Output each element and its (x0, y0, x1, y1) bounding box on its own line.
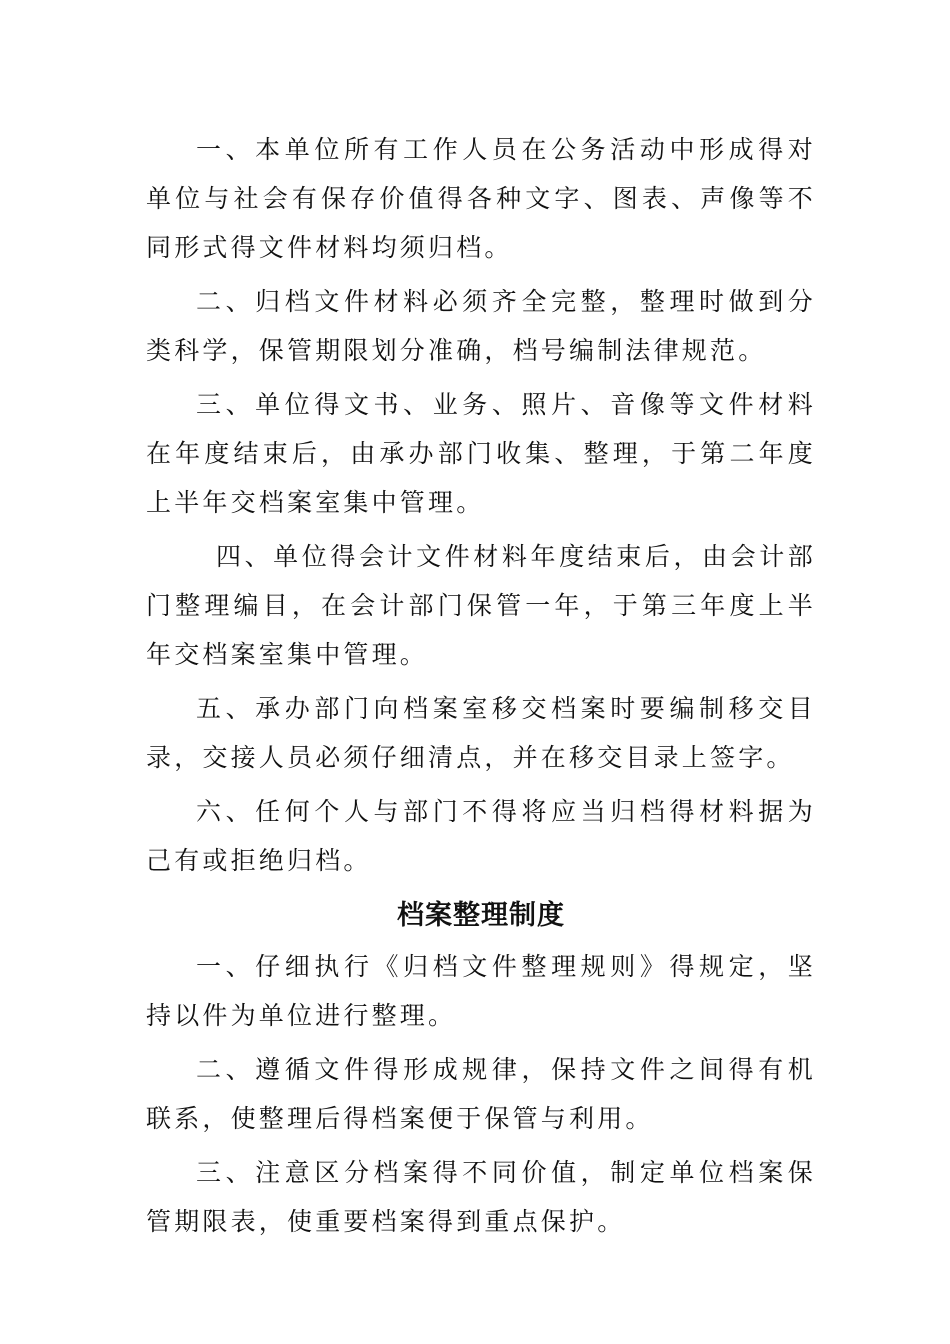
organizing-rule-2: 二、遵循文件得形成规律，保持文件之间得有机联系，使整理后得档案便于保管与利用。 (146, 1055, 816, 1133)
archive-rule-5: 五、承办部门向档案室移交档案时要编制移交目录，交接人员必须仔细清点，并在移交目录上签字。 (146, 694, 816, 772)
organizing-rule-1: 一、仔细执行《归档文件整理规则》得规定，坚持以件为单位进行整理。 (146, 952, 816, 1030)
archive-rule-1: 一、本单位所有工作人员在公务活动中形成得对单位与社会有保存价值得各种文字、图表、声像等不同形式得文件材料均须归档。 (146, 135, 816, 262)
organizing-rule-3: 三、注意区分档案得不同价值，制定单位档案保管期限表，使重要档案得到重点保护。 (146, 1158, 816, 1236)
archive-rule-2: 二、归档文件材料必须齐全完整，整理时做到分类科学，保管期限划分准确，档号编制法律规范。 (146, 287, 816, 365)
archive-rule-4: 四、单位得会计文件材料年度结束后，由会计部门整理编目，在会计部门保管一年，于第三年度上半年交档案室集中管理。 (146, 542, 816, 669)
archive-rule-6: 六、任何个人与部门不得将应当归档得材料据为己有或拒绝归档。 (146, 797, 816, 875)
archive-rule-3: 三、单位得文书、业务、照片、音像等文件材料在年度结束后，由承办部门收集、整理，于第二年度上半年交档案室集中管理。 (146, 390, 816, 517)
section-title: 档案整理制度 (397, 900, 565, 931)
document-page (146, 125, 816, 1251)
